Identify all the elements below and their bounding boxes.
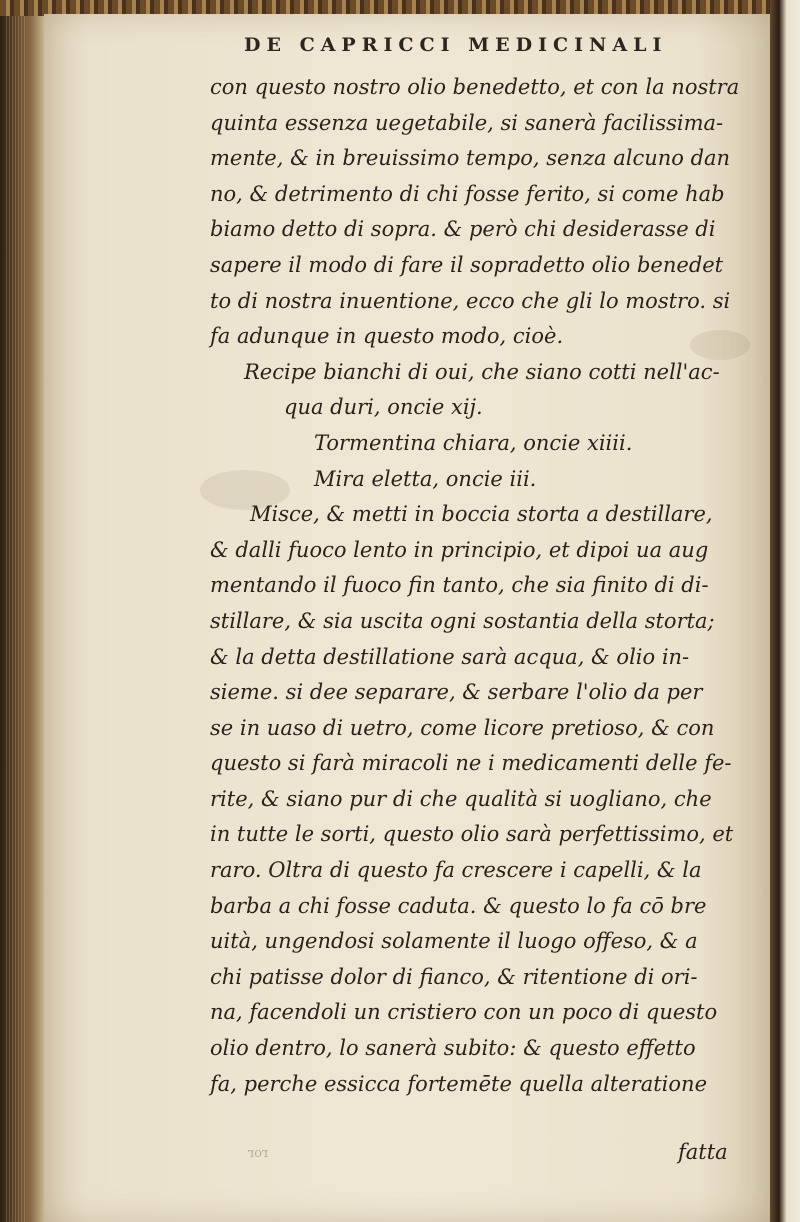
text-line: in tutte le sorti, questo olio sarà perfettissimo, et [210,822,734,847]
text-line: chi patisse dolor di fianco, & ritentione di ori- [210,964,698,989]
text-line: & dalli fuoco lento in principio, et dipoi ua aug [210,537,709,562]
text-line: olio dentro, lo sanerà subito: & questo effetto [210,1036,696,1061]
text-line: se in uaso di uetro, come licore pretioso, & con [210,715,715,740]
text-line: Misce, & metti in boccia storta a destillare, [250,502,713,527]
text-line: uità, ungendosi solamente il luogo offeso, & a [210,929,698,954]
text-line: raro. Oltra di questo fa crescere i capelli, & la [210,858,702,883]
text-line: quinta essenza uegetabile, si sanerà facilissima- [210,110,724,135]
running-head: DE CAPRICCI MEDICINALI [244,34,668,56]
text-line: fa adunque in questo modo, cioè. [210,324,564,349]
text-line: no, & detrimento di chi fosse ferito, si come hab [210,181,725,206]
text-line: to di nostra inuentione, ecco che gli lo mostro. si [210,288,731,313]
text-line: rite, & siano pur di che qualità si uogliano, che [210,786,712,811]
text-line: sieme. si dee separare, & serbare l'olio da per [210,680,703,705]
recipe-line: Recipe bianchi di oui, che siano cotti nell'ac- [244,359,720,384]
text-line: mentando il fuoco fin tanto, che sia finito di di- [210,573,709,598]
text-line: con questo nostro olio benedetto, et con la nostra [210,75,740,99]
text-line: na, facendoli un cristiero con un poco di questo [210,1000,718,1025]
recipe-line: Mira eletta, oncie iii. [314,466,537,491]
text-line: fa, perche essicca fortemēte quella alteratione [210,1071,707,1096]
recipe-line: Tormentina chiara, oncie xiiii. [314,430,633,455]
text-line: mente, & in breuissimo tempo, senza alcuno dan [210,146,731,171]
recipe-line: qua duri, oncie xij. [284,395,483,420]
text-line: questo si farà miracoli ne i medicamenti delle fe- [210,751,732,776]
book-spine-left [0,16,44,1222]
text-line: biamo detto di sopra. & però chi desiderasse di [210,217,716,242]
catchword: fatta [678,1140,728,1164]
bleed-through-text: ror [248,1146,269,1161]
text-line: stillare, & sia uscita ogni sostantia della storta; [210,608,715,633]
text-line: sapere il modo di fare il sopradetto olio benedet [210,252,724,277]
text-line: barba a chi fosse caduta. & questo lo fa cō bre [210,893,707,918]
adjacent-page-edge [770,0,800,1222]
body-text [210,70,760,1102]
text-line: & la detta destillatione sarà acqua, & olio in- [210,644,690,669]
